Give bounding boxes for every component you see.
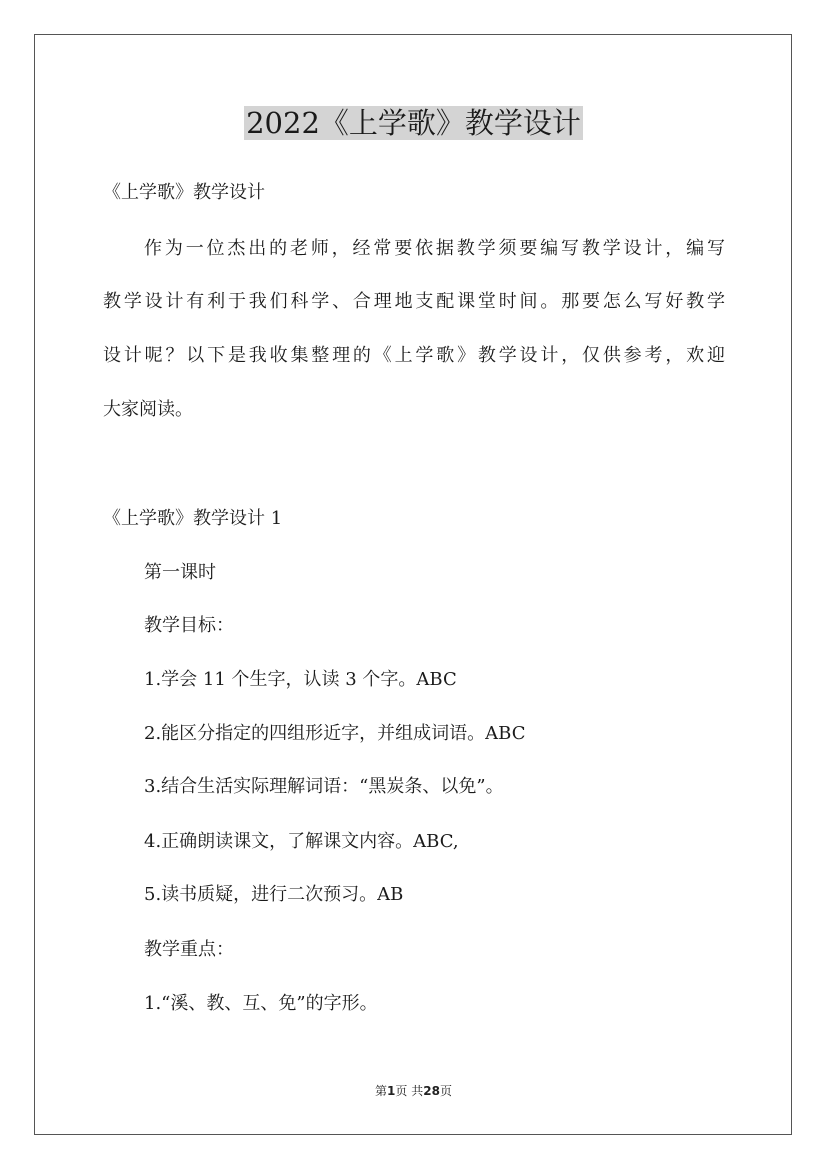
objectives-heading: 教学目标：: [144, 615, 234, 636]
section-heading: 《上学歌》教学设计 1: [103, 508, 283, 529]
document-title-text: 2022《上学歌》教学设计: [246, 106, 581, 140]
footer-page-current: 1: [387, 1084, 396, 1098]
objective-item-2: 2.能区分指定的四组形近字，并组成词语。ABC: [144, 723, 526, 744]
objective-item-3: 3.结合生活实际理解词语：“黑炭条、以免”。: [144, 776, 504, 797]
key-point-item-1: 1.“溪、教、互、免”的字形。: [144, 993, 378, 1014]
intro-line-1: 作为一位杰出的老师，经常要依据教学须要编写教学设计，编写: [144, 238, 725, 259]
document-title: [0, 102, 827, 144]
objective-item-1: 1.学会 11 个生字，认读 3 个字。ABC: [144, 669, 457, 690]
footer-page-total: 28: [423, 1084, 440, 1098]
intro-line-4: 大家阅读。: [103, 399, 193, 420]
intro-line-2: 教学设计有利于我们科学、合理地支配课堂时间。那要怎么写好教学: [103, 291, 725, 312]
footer-page-mid: 页 共: [395, 1084, 424, 1098]
footer-page-prefix: 第: [375, 1084, 388, 1098]
objective-item-5: 5.读书质疑，进行二次预习。AB: [144, 884, 404, 905]
intro-line-3: 设计呢？以下是我收集整理的《上学歌》教学设计，仅供参考，欢迎: [103, 345, 725, 366]
key-points-heading: 教学重点：: [144, 939, 234, 960]
document-subtitle: 《上学歌》教学设计: [103, 182, 265, 203]
lesson-label: 第一课时: [144, 562, 216, 583]
page-footer: [0, 1083, 827, 1099]
objective-item-4: 4.正确朗读课文，了解课文内容。ABC,: [144, 831, 459, 852]
footer-page-suffix: 页: [439, 1084, 452, 1098]
